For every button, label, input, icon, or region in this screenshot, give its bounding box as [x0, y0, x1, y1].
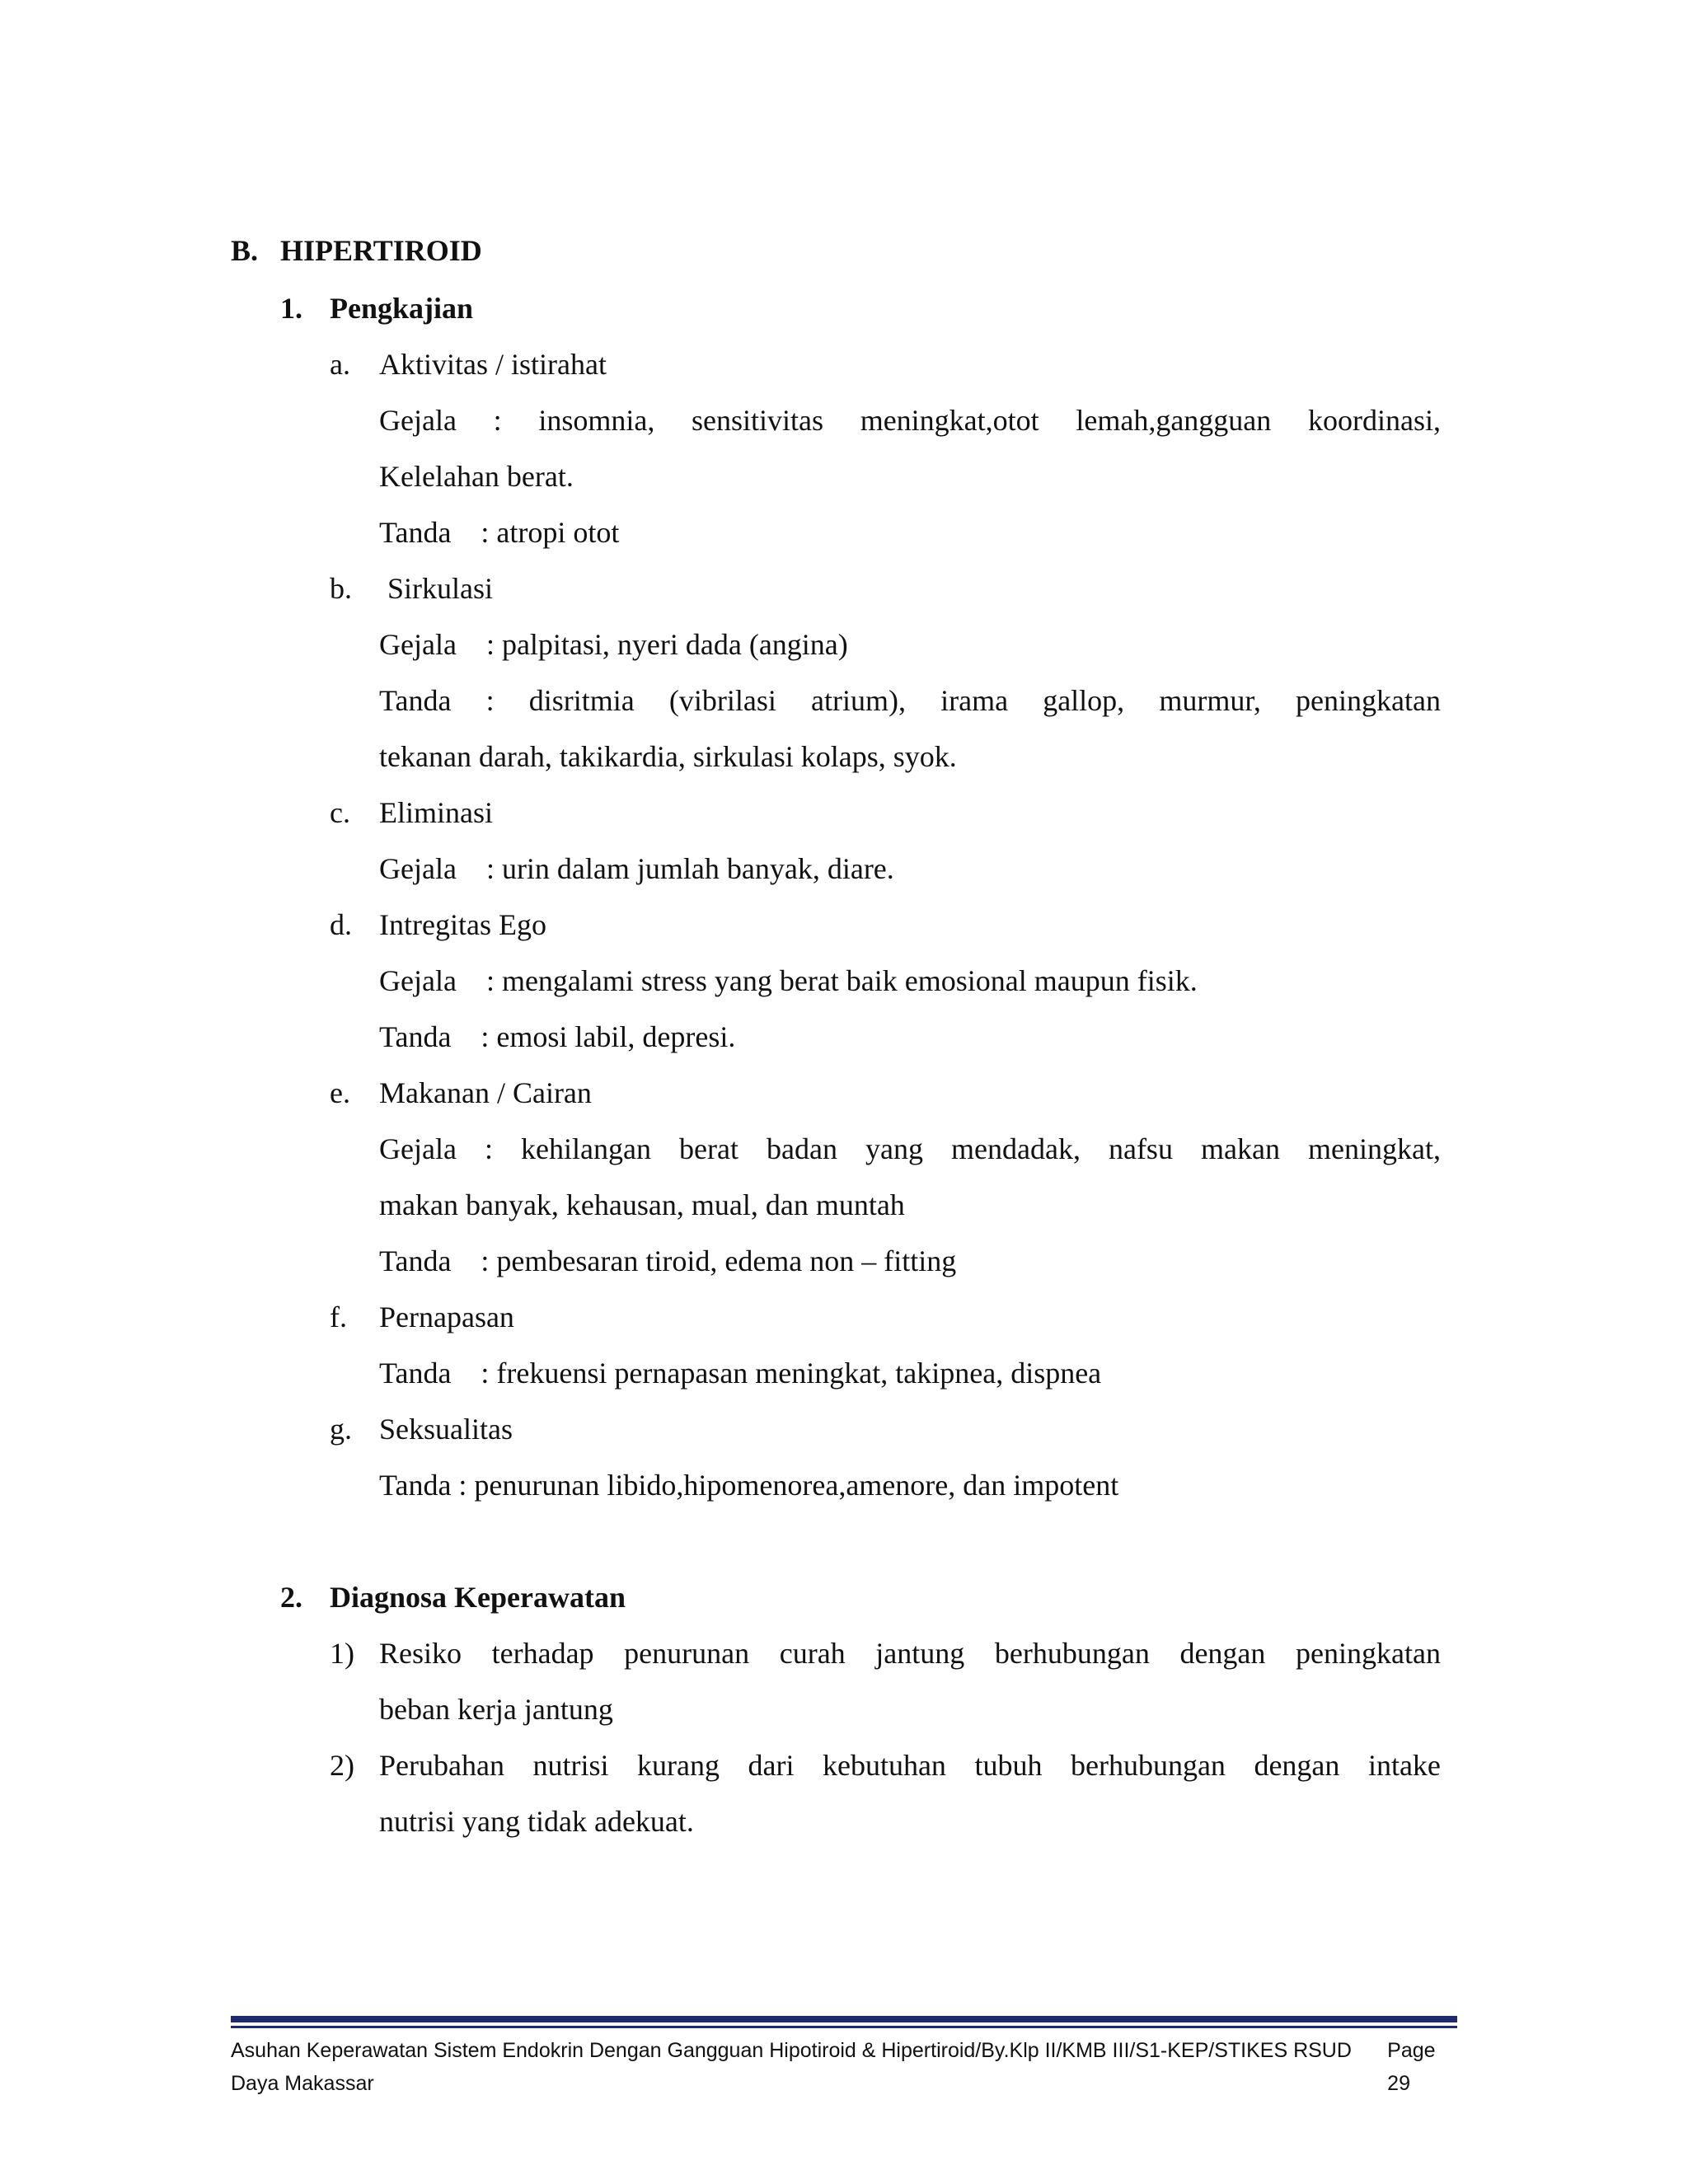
word: meningkat, [1307, 1132, 1441, 1165]
tanda-line: Tanda : frekuensi pernapasan meningkat, takipnea, dispnea [379, 1357, 1102, 1390]
gejala-continuation: Kelelahan berat. [379, 460, 574, 493]
section-letter: B. [231, 234, 259, 267]
word: tubuh [974, 1749, 1043, 1782]
tanda-line: Tanda : emosi labil, depresi. [379, 1020, 736, 1053]
word: koordinasi, [1307, 404, 1441, 437]
item-title: Sirkulasi [387, 572, 494, 605]
subsection-title: Diagnosa Keperawatan [330, 1581, 626, 1614]
word: : [493, 404, 502, 437]
subsection-title: Pengkajian [330, 292, 474, 325]
item-letter: c. [330, 796, 350, 829]
word: peningkatan [1296, 1637, 1441, 1670]
tanda-line: Tanda : penurunan libido,hipomenorea,amenore, dan impotent [379, 1469, 1119, 1502]
word: (vibrilasi [668, 684, 776, 717]
word: kurang [637, 1749, 720, 1782]
item-letter: e. [330, 1076, 350, 1109]
footer-rule-thin [231, 2026, 1457, 2028]
diagnosis-continuation: beban kerja jantung [379, 1693, 613, 1726]
gejala-line: Gejala : mengalami stress yang berat baik emosional maupun fisik. [379, 964, 1198, 997]
word: atrium), [811, 684, 906, 717]
word: murmur, [1159, 684, 1261, 717]
gejala-line [379, 1131, 1441, 1167]
gejala-line: Gejala : palpitasi, nyeri dada (angina) [379, 628, 848, 661]
word: dengan [1179, 1637, 1266, 1670]
word: lemah,gangguan [1076, 404, 1272, 437]
word: nutrisi [532, 1749, 609, 1782]
word: yang [865, 1132, 923, 1165]
word: berhubungan [994, 1637, 1150, 1670]
word: badan [766, 1132, 837, 1165]
tanda-line: Tanda : pembesaran tiroid, edema non – fitting [379, 1244, 957, 1277]
page-footer [231, 2034, 1457, 2095]
word: peningkatan [1296, 684, 1441, 717]
item-letter: b. [330, 572, 352, 605]
word: Gejala [379, 1132, 457, 1165]
word: berat [679, 1132, 738, 1165]
word: disritmia [528, 684, 635, 717]
word: kehilangan [521, 1132, 651, 1165]
subsection-number: 1. [280, 292, 302, 325]
word: curah [779, 1637, 846, 1670]
footer-text: Asuhan Keperawatan Sistem Endokrin Dengan Gangguan Hipotiroid & Hipertiroid/By.Klp II/KMB III/S1-KEP/STIKES RSUD Daya Makassar [231, 2039, 1352, 2095]
diagnosis-line [379, 1635, 1441, 1671]
word: : [484, 1132, 493, 1165]
diagnosis-number: 2) [330, 1749, 354, 1782]
word: penurunan [624, 1637, 750, 1670]
word: dari [748, 1749, 795, 1782]
tanda-line: Tanda : atropi otot [379, 516, 620, 549]
item-letter: g. [330, 1413, 352, 1446]
subsection-number: 2. [280, 1581, 302, 1614]
page-number: Page 29 [1387, 2039, 1436, 2095]
word: nafsu [1108, 1132, 1173, 1165]
diagnosis-number: 1) [330, 1637, 354, 1670]
gejala-line [379, 402, 1441, 438]
diagnosis-line [379, 1747, 1441, 1783]
word: makan [1200, 1132, 1280, 1165]
word: intake [1367, 1749, 1441, 1782]
word: insomnia, [538, 404, 655, 437]
word: dengan [1254, 1749, 1340, 1782]
word: gallop, [1043, 684, 1125, 717]
footer-rule [231, 2016, 1457, 2022]
item-letter: f. [330, 1301, 347, 1333]
item-title: Seksualitas [379, 1413, 513, 1446]
word: terhadap [491, 1637, 594, 1670]
tanda-line [379, 682, 1441, 719]
word: kebutuhan [822, 1749, 946, 1782]
item-title: Eliminasi [379, 796, 493, 829]
word: irama [940, 684, 1009, 717]
word: Perubahan [379, 1749, 504, 1782]
item-title: Aktivitas / istirahat [379, 348, 607, 381]
tanda-continuation: tekanan darah, takikardia, sirkulasi kolaps, syok. [379, 740, 957, 773]
word: meningkat,otot [860, 404, 1039, 437]
item-title: Pernapasan [379, 1301, 514, 1333]
word: sensitivitas [692, 404, 824, 437]
diagnosis-continuation: nutrisi yang tidak adekuat. [379, 1805, 694, 1838]
gejala-line: Gejala : urin dalam jumlah banyak, diare. [379, 852, 894, 885]
word: Resiko [379, 1637, 462, 1670]
word: jantung [875, 1637, 965, 1670]
gejala-continuation: makan banyak, kehausan, mual, dan muntah [379, 1188, 905, 1221]
word: Gejala [379, 404, 457, 437]
item-title: Makanan / Cairan [379, 1076, 592, 1109]
word: : [485, 684, 495, 717]
word: Tanda [379, 684, 452, 717]
word: berhubungan [1070, 1749, 1226, 1782]
item-title: Intregitas Ego [379, 908, 546, 941]
item-letter: a. [330, 348, 350, 381]
item-letter: d. [330, 908, 352, 941]
section-title: HIPERTIROID [280, 234, 482, 267]
word: mendadak, [951, 1132, 1081, 1165]
